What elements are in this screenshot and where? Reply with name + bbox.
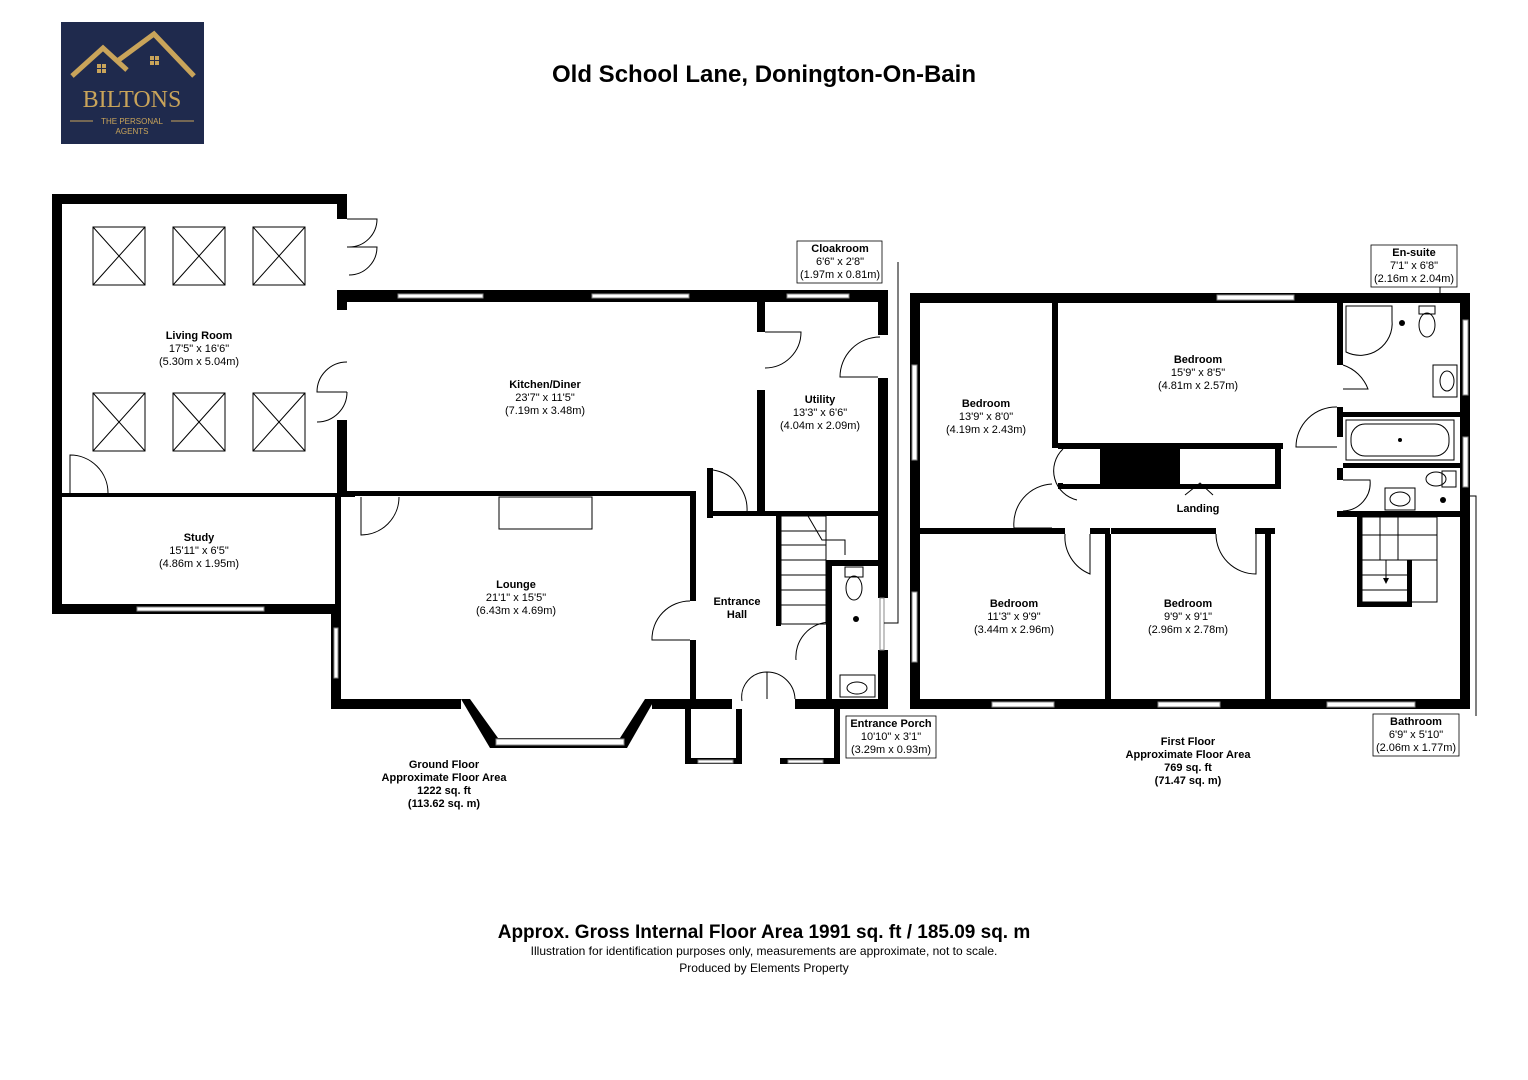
entrance-hall-line-1: Entrance bbox=[713, 596, 761, 608]
room-label-kitchen bbox=[505, 379, 585, 417]
room-label-bathroom bbox=[1373, 714, 1459, 756]
room-label-entrance-porch bbox=[846, 716, 936, 758]
room-label-utility bbox=[780, 394, 860, 432]
living-room-metric: (5.30m x 5.04m) bbox=[158, 356, 240, 368]
basin-icon bbox=[1433, 365, 1457, 397]
bath-icon bbox=[1346, 420, 1454, 460]
entrance-porch-metric: (3.29m x 0.93m) bbox=[850, 744, 932, 756]
bedroom-1-imperial: 13'9" x 8'0" bbox=[958, 411, 1014, 423]
bedroom-1-metric: (4.19m x 2.43m) bbox=[945, 424, 1027, 436]
toilet-icon bbox=[1419, 306, 1435, 337]
ground-floor-plan bbox=[52, 194, 888, 764]
entrance-porch-name: Entrance Porch bbox=[850, 718, 932, 730]
staircase bbox=[781, 516, 845, 624]
ground-floor-label: Ground Floor bbox=[408, 759, 480, 771]
bedroom-2-imperial: 15'9" x 8'5" bbox=[1170, 367, 1226, 379]
utility-imperial: 13'3" x 6'6" bbox=[792, 407, 848, 419]
en-suite-metric: (2.16m x 2.04m) bbox=[1373, 273, 1455, 285]
utility-metric: (4.04m x 2.09m) bbox=[779, 420, 861, 432]
room-label-entrance-hall bbox=[713, 596, 760, 621]
kitchen-metric: (7.19m x 3.48m) bbox=[504, 405, 586, 417]
cloakroom-metric: (1.97m x 0.81m) bbox=[799, 269, 881, 281]
biltons-logo bbox=[61, 22, 204, 144]
room-label-bedroom-1 bbox=[946, 398, 1026, 436]
study-imperial: 15'11" x 6'5" bbox=[169, 545, 229, 557]
cloakroom-name: Cloakroom bbox=[811, 243, 869, 255]
ground-floor-area-label: Approximate Floor Area bbox=[381, 772, 507, 784]
living-room-imperial: 17'5" x 16'6" bbox=[168, 343, 230, 355]
kitchen-name: Kitchen/Diner bbox=[509, 379, 581, 391]
produced-by: Produced by Elements Property bbox=[679, 961, 849, 975]
gross-area-heading: Approx. Gross Internal Floor Area 1991 sq. ft / 185.09 sq. m bbox=[497, 922, 1031, 943]
basin-icon bbox=[1385, 488, 1415, 510]
bedroom-4-imperial: 9'9" x 9'1" bbox=[1163, 611, 1213, 623]
basin-icon bbox=[840, 675, 875, 697]
study-metric: (4.86m x 1.95m) bbox=[158, 558, 240, 570]
bedroom-2-name: Bedroom bbox=[1173, 354, 1223, 366]
entrance-hall-line-2: Hall bbox=[726, 609, 748, 621]
bedroom-3-name: Bedroom bbox=[989, 598, 1039, 610]
lounge-imperial: 21'1" x 15'5" bbox=[485, 592, 547, 604]
en-suite-imperial: 7'1" x 6'8" bbox=[1389, 260, 1439, 272]
shower-icon bbox=[1346, 306, 1405, 355]
bedroom-1-name: Bedroom bbox=[961, 398, 1011, 410]
logo-tagline-2: AGENTS bbox=[115, 127, 149, 136]
room-label-bedroom-2 bbox=[1158, 354, 1238, 392]
ground-floor-sqft: 1222 sq. ft bbox=[417, 785, 471, 797]
bedroom-4-name: Bedroom bbox=[1163, 598, 1213, 610]
room-label-bedroom-3 bbox=[974, 598, 1054, 636]
room-label-living-room bbox=[159, 330, 239, 368]
landing-label: Landing bbox=[1176, 503, 1220, 515]
ground-floor-sqm: (113.62 sq. m) bbox=[407, 798, 481, 810]
logo-tagline-1: THE PERSONAL bbox=[101, 117, 163, 126]
first-floor-label: First Floor bbox=[1160, 736, 1216, 748]
bedroom-2-metric: (4.81m x 2.57m) bbox=[1157, 380, 1239, 392]
study-name: Study bbox=[183, 532, 215, 544]
bedroom-3-metric: (3.44m x 2.96m) bbox=[973, 624, 1055, 636]
living-room-name: Living Room bbox=[165, 330, 233, 342]
first-floor-sqft: 769 sq. ft bbox=[1164, 762, 1212, 774]
bathroom-metric: (2.06m x 1.77m) bbox=[1375, 742, 1457, 754]
logo-brand: BILTONS bbox=[82, 87, 182, 113]
room-label-bedroom-4 bbox=[1148, 598, 1228, 636]
room-label-lounge bbox=[476, 579, 556, 617]
en-suite-name: En-suite bbox=[1392, 247, 1436, 259]
toilet-icon bbox=[1426, 471, 1456, 503]
page-title: Old School Lane, Donington-On-Bain bbox=[552, 61, 976, 88]
room-label-en-suite bbox=[1371, 245, 1457, 287]
lounge-metric: (6.43m x 4.69m) bbox=[475, 605, 557, 617]
bedroom-4-metric: (2.96m x 2.78m) bbox=[1147, 624, 1229, 636]
room-label-cloakroom bbox=[797, 241, 882, 283]
first-floor-sqm: (71.47 sq. m) bbox=[1154, 775, 1222, 787]
bedroom-3-imperial: 11'3" x 9'9" bbox=[987, 611, 1041, 623]
entrance-porch-imperial: 10'10" x 3'1" bbox=[860, 731, 922, 743]
disclaimer: Illustration for identification purposes only, measurements are approximate, not to scale. bbox=[530, 944, 998, 958]
room-label-study bbox=[159, 532, 239, 570]
ground-floor-area bbox=[382, 759, 508, 810]
cloakroom-imperial: 6'6" x 2'8" bbox=[815, 256, 865, 268]
lounge-name: Lounge bbox=[496, 579, 536, 591]
utility-name: Utility bbox=[804, 394, 836, 406]
bathroom-imperial: 6'9" x 5'10" bbox=[1388, 729, 1444, 741]
first-floor-area bbox=[1126, 736, 1252, 787]
toilet-icon bbox=[845, 567, 863, 622]
kitchen-imperial: 23'7" x 11'5" bbox=[515, 392, 575, 404]
bathroom-name: Bathroom bbox=[1390, 716, 1442, 728]
first-floor-area-label: Approximate Floor Area bbox=[1125, 749, 1251, 761]
